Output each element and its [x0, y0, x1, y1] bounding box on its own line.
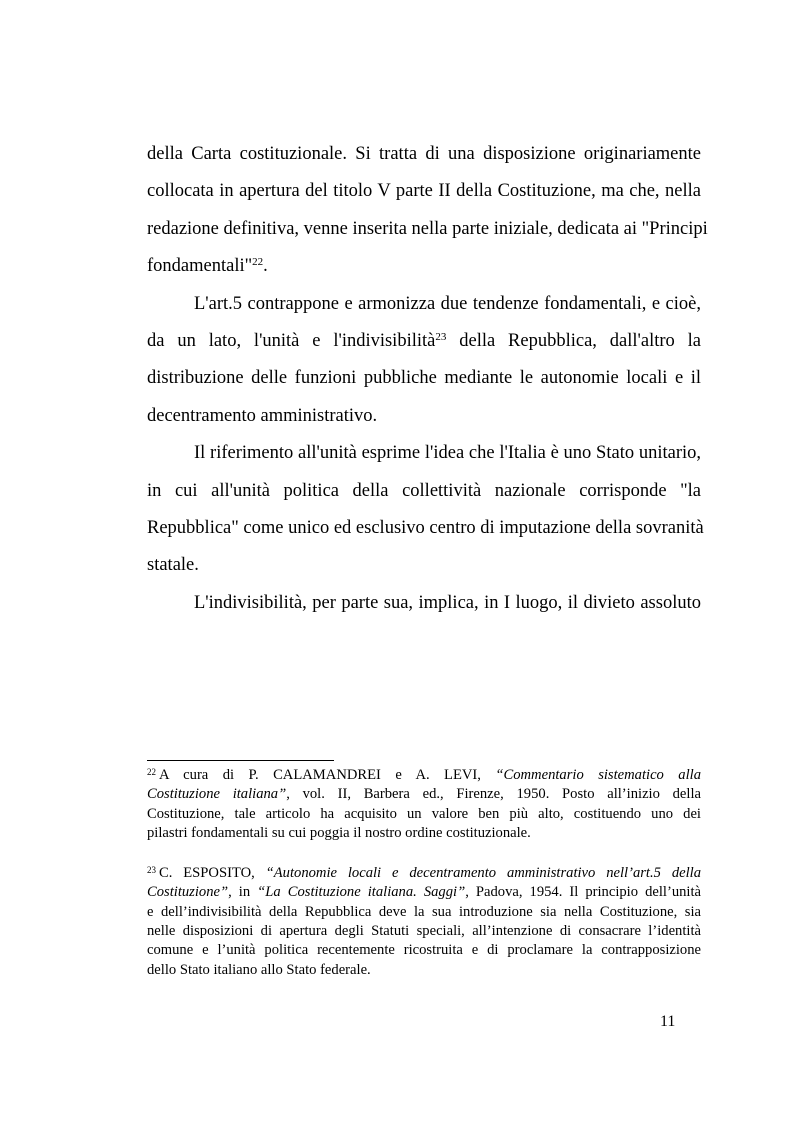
footnote-separator — [147, 760, 334, 761]
body-line: redazione definitiva, venne inserita nella parte iniziale, dedicata ai "Principi — [147, 218, 708, 239]
footnote-text: A cura di P. CALAMANDREI e A. LEVI, — [159, 767, 496, 783]
footnote-ref-22[interactable]: 22 — [252, 256, 264, 269]
body-line: in cui all'unità politica della collettività nazionale corrisponde "la — [147, 480, 701, 501]
footnote-text: , Padova, 1954. Il principio dell’unità — [465, 884, 701, 901]
body-line — [147, 323, 701, 360]
footnote-line — [147, 883, 701, 902]
footnote-line — [147, 864, 701, 883]
paragraph-first-line: L'indivisibilità, per parte sua, implica, in I luogo, il divieto assoluto — [194, 592, 701, 613]
footnotes — [147, 766, 701, 1001]
footnote-mark: 23 — [147, 865, 156, 876]
footnote-line — [147, 766, 701, 785]
document-page — [147, 0, 708, 1123]
footnote-line: comune e l’unità politica recentemente ricostruita e di proclamare la contrapposizione — [147, 942, 701, 959]
paragraph-first-line: L'art.5 contrappone e armonizza due tendenze fondamentali, e cioè, — [194, 293, 701, 314]
footnote-title: “Autonomie locali e decentramento amministrativo nell’art.5 della — [265, 865, 701, 882]
page-number: 11 — [660, 1013, 676, 1030]
body-line: Repubblica" come unico ed esclusivo centro di imputazione della sovranità — [147, 517, 704, 538]
footnote-22 — [147, 766, 701, 843]
body-line: della Carta costituzionale. Si tratta di una disposizione originariamente — [147, 144, 701, 164]
footnote-line: dello Stato italiano allo Stato federale. — [147, 961, 371, 978]
body-line: distribuzione delle funzioni pubbliche mediante le autonomie locali e il — [147, 368, 701, 389]
footnote-title: Costituzione” — [147, 884, 229, 901]
body-line-text: della Repubblica, dall'altro la — [446, 330, 701, 351]
footnote-text: , vol. II, Barbera ed., Firenze, 1950. Posto all’inizio della — [286, 786, 701, 803]
footnote-title: “La Costituzione italiana. Saggi” — [257, 884, 466, 901]
body-text — [147, 136, 708, 622]
footnote-title: Costituzione italiana” — [147, 786, 287, 803]
body-line: decentramento amministrativo. — [147, 405, 378, 426]
footnote-text: C. ESPOSITO, — [159, 865, 266, 882]
footnote-23 — [147, 864, 701, 980]
footnote-line: Costituzione, tale articolo ha acquisito un valore ben più alto, costituendo uno dei — [147, 805, 701, 822]
body-line — [147, 248, 701, 285]
body-line-text: da un lato, l'unità e l'indivisibilità — [147, 330, 436, 351]
footnote-ref-23[interactable]: 23 — [435, 330, 447, 343]
body-line-text: . — [263, 256, 268, 277]
footnote-text: , in — [228, 884, 258, 901]
footnote-line: e dell’indivisibilità della Repubblica deve la sua introduzione sia nella Costituzione, sia — [147, 903, 701, 920]
footnote-line: nelle disposizioni di apertura degli Statuti speciali, all’intenzione di consacrare l’identità — [147, 923, 701, 940]
paragraph-first-line: Il riferimento all'unità esprime l'idea che l'Italia è uno Stato unitario, — [194, 443, 701, 464]
body-line: statale. — [147, 555, 199, 576]
body-line-text: fondamentali" — [147, 256, 253, 277]
body-line: collocata in apertura del titolo V parte II della Costituzione, ma che, nella — [147, 181, 701, 202]
footnote-line: pilastri fondamentali su cui poggia il nostro ordine costituzionale. — [147, 824, 531, 841]
footnote-title: “Commentario sistematico alla — [495, 767, 701, 783]
footnote-mark: 22 — [147, 767, 156, 777]
footnote-line — [147, 785, 701, 804]
